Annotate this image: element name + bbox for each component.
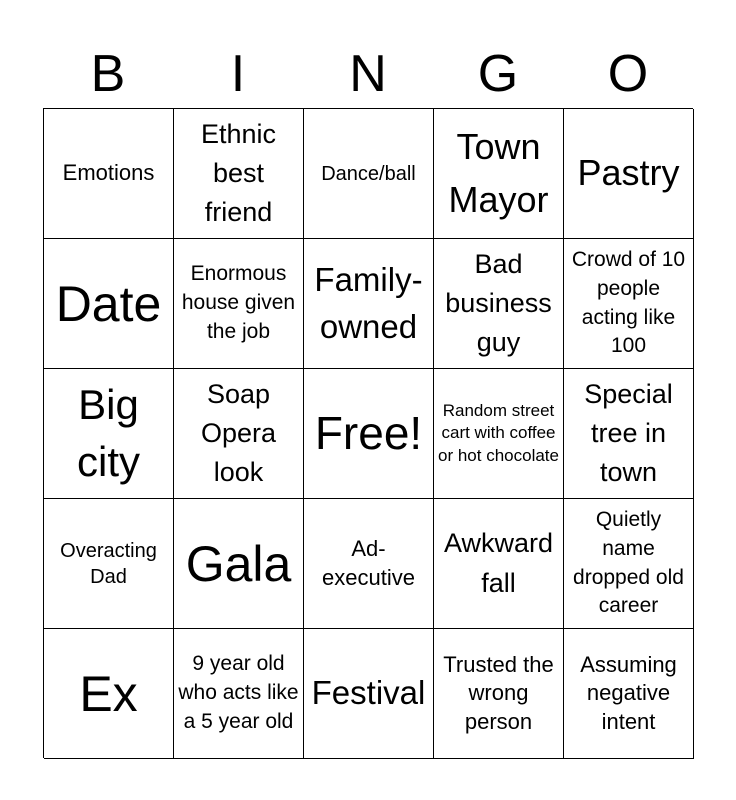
cell-text: Big city [77,380,140,485]
header-letter-o: O [607,45,649,103]
cell-text: Emotions [62,160,155,186]
cell-text: Crowd of 10 people acting like 100 [571,247,686,358]
bingo-cell[interactable] [564,109,694,239]
cell-text: Ad-executive [322,535,415,590]
cell-text: Ethnic best friend [200,118,277,228]
bingo-cell[interactable] [564,629,694,759]
cell-text: Overacting Dad [60,539,157,588]
cell-text: Gala [185,535,292,592]
header-letter-n: N [349,45,387,103]
bingo-cell[interactable] [564,239,694,369]
bingo-cell[interactable] [434,629,564,759]
cell-text: Special tree in town [584,378,673,488]
bingo-cell[interactable] [304,499,434,629]
bingo-cell[interactable] [174,499,304,629]
bingo-cell[interactable] [44,239,174,369]
bingo-cell[interactable] [44,369,174,499]
cell-text: Bad business guy [445,248,552,358]
cell-text: Family-owned [314,261,423,345]
bingo-cell[interactable] [44,629,174,759]
cell-text: Dance/ball [321,162,416,185]
free-space-text: Free! [314,406,423,459]
cell-text: Festival [311,674,426,712]
header-letter-i: I [230,45,246,103]
bingo-cell[interactable] [434,499,564,629]
bingo-cell[interactable] [174,629,304,759]
bingo-cell[interactable] [304,629,434,759]
bingo-cell[interactable] [304,109,434,239]
bingo-cell[interactable] [434,369,564,499]
cell-text: Soap Opera look [200,378,277,488]
bingo-cell[interactable] [44,109,174,239]
cell-text: Random street cart with coffee or hot chocolate [438,401,559,465]
bingo-cell[interactable] [434,239,564,369]
bingo-cell[interactable] [44,499,174,629]
bingo-cell[interactable] [564,499,694,629]
cell-text: Quietly name dropped old career [573,507,684,618]
bingo-card-grid [43,108,693,758]
bingo-cell[interactable] [434,109,564,239]
header-letter-b: B [90,45,126,103]
bingo-cell[interactable] [174,369,304,499]
cell-text: Pastry [577,152,680,194]
bingo-cell[interactable] [174,109,304,239]
bingo-cell[interactable] [564,369,694,499]
cell-text: Ex [79,665,138,722]
bingo-cell[interactable] [304,239,434,369]
bingo-cell free-cell[interactable] [304,369,434,499]
cell-text: Enormous house given the job [181,262,296,343]
bingo-header [43,40,693,108]
cell-text: Date [55,275,162,332]
header-letter-g: G [477,45,519,103]
cell-text: 9 year old who acts like a 5 year old [178,652,299,733]
bingo-cell[interactable] [174,239,304,369]
cell-text: Awkward fall [443,528,554,598]
cell-text: Trusted the wrong person [443,651,554,734]
cell-text: Assuming negative intent [580,651,677,734]
cell-text: Town Mayor [448,126,549,220]
